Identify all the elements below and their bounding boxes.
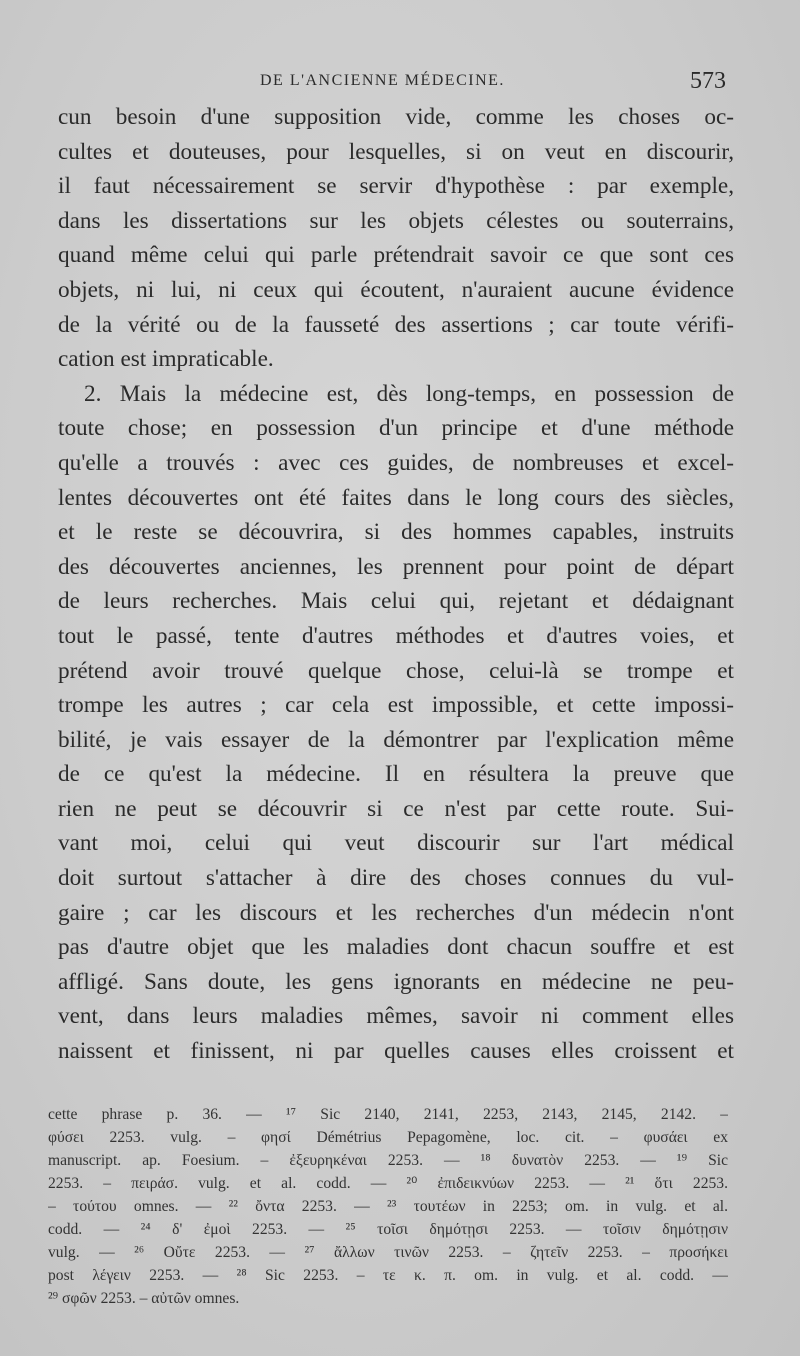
footnote-line: ²⁹ σφῶν 2253. – αὐτῶν omnes. — [48, 1290, 240, 1307]
footnote-line: manuscript. ap. Foesium. – ἐξευρηκέναι 2253. — ¹⁸ δυνατὸν 2253. — ¹⁹ Sic — [48, 1152, 728, 1169]
text-line: de leurs recherches. Mais celui qui, rejetant et dédaignant — [58, 588, 734, 615]
text-line: lentes découvertes ont été faites dans le long cours des siècles, — [58, 484, 734, 511]
text-line: 2. Mais la médecine est, dès long-temps, en possession de — [84, 380, 734, 407]
running-head — [0, 68, 800, 98]
footnote-line: 2253. – πειράσ. vulg. et al. codd. — ²⁰ ἐπιδεικνύων 2253. — ²¹ ὅτι 2253. — [48, 1175, 728, 1192]
footnote-line: φύσει 2253. vulg. – φησί Démétrius Pepagomène, loc. cit. – φυσάει ex — [48, 1129, 728, 1146]
body-text — [58, 100, 734, 1069]
footnotes — [48, 1103, 728, 1310]
running-title: DE L'ANCIENNE MÉDECINE. — [260, 72, 505, 89]
text-line: cultes et douteuses, pour lesquelles, si on veut en discourir, — [58, 138, 734, 165]
text-line: dans les dissertations sur les objets célestes ou souterrains, — [58, 207, 734, 234]
text-line: vant moi, celui qui veut discourir sur l'art médical — [58, 830, 734, 857]
text-line: doit surtout s'attacher à dire des choses connues du vul- — [58, 865, 734, 892]
text-line: affligé. Sans doute, les gens ignorants en médecine ne peu- — [58, 968, 734, 995]
text-line: de la vérité ou de la fausseté des assertions ; car toute vérifi- — [58, 311, 734, 338]
footnote-line: vulg. — ²⁶ Οὔτε 2253. — ²⁷ ἄλλων τινῶν 2253. – ζητεῖν 2253. – προσήκει — [48, 1244, 728, 1261]
page-number: 573 — [690, 68, 726, 94]
footnote-line: codd. — ²⁴ δ' ἐμοὶ 2253. — ²⁵ τοῖσι δημότῃσι 2253. — τοῖσιν δημότῃσιν — [48, 1221, 728, 1238]
text-line: bilité, je vais essayer de la démontrer par l'explication même — [58, 726, 734, 753]
text-line: gaire ; car les discours et les recherches d'un médecin n'ont — [58, 899, 734, 926]
text-line: tout le passé, tente d'autres méthodes et d'autres voies, et — [58, 622, 734, 649]
text-line: toute chose; en possession d'un principe et d'une méthode — [58, 415, 734, 442]
text-line: objets, ni lui, ni ceux qui écoutent, n'auraient aucune évidence — [58, 276, 734, 303]
text-line: et le reste se découvrira, si des hommes capables, instruits — [58, 519, 734, 546]
text-line: rien ne peut se découvrir si ce n'est par cette route. Sui- — [58, 795, 734, 822]
text-line: de ce qu'est la médecine. Il en résultera la preuve que — [58, 761, 734, 788]
text-line: quand même celui qui parle prétendrait savoir ce que sont ces — [58, 242, 734, 269]
text-line: trompe les autres ; car cela est impossible, et cette impossi- — [58, 692, 734, 719]
text-line: naissent et finissent, ni par quelles causes elles croissent et — [58, 1038, 734, 1065]
footnote-line: post λέγειν 2253. — ²⁸ Sic 2253. – τε κ. π. om. in vulg. et al. codd. — — [48, 1267, 728, 1284]
text-line: cun besoin d'une supposition vide, comme les choses oc- — [58, 104, 734, 130]
text-line: vent, dans leurs maladies mêmes, savoir ni comment elles — [58, 1003, 734, 1030]
text-line: il faut nécessairement se servir d'hypothèse : par exemple, — [58, 173, 734, 200]
text-line: prétend avoir trouvé quelque chose, celui-là se trompe et — [58, 657, 734, 684]
text-line: des découvertes anciennes, les prennent pour point de départ — [58, 553, 734, 580]
text-line: cation est impraticable. — [58, 346, 274, 373]
footnote-line: – τούτου omnes. — ²² ὄντα 2253. — ²³ τουτέων in 2253; om. in vulg. et al. — [48, 1198, 728, 1215]
footnote-line: cette phrase p. 36. — ¹⁷ Sic 2140, 2141, 2253, 2143, 2145, 2142. – — [48, 1106, 728, 1123]
text-line: pas d'autre objet que les maladies dont chacun souffre et est — [58, 934, 734, 961]
text-line: qu'elle a trouvés : avec ces guides, de nombreuses et excel- — [58, 449, 734, 476]
